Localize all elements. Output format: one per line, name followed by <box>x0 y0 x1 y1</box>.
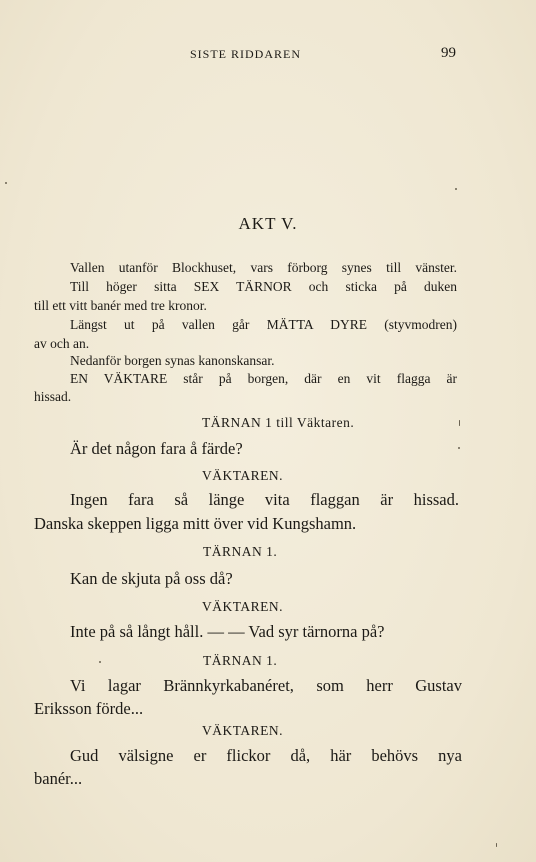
stage-line: Nedanför borgen synas kanonskansar. <box>70 353 275 368</box>
dialogue-line: Vi lagar Brännkyrkabanéret, som herr Gustav <box>70 676 462 695</box>
speaker-name: VÄKTAREN. <box>202 723 284 738</box>
dialogue-line: Eriksson förde... <box>34 699 144 718</box>
paper-speck <box>455 188 457 190</box>
speaker-name: TÄRNAN 1. <box>203 544 278 559</box>
speaker-name: TÄRNAN 1. <box>203 653 278 668</box>
paper-speck <box>496 843 497 847</box>
stage-line: hissad. <box>34 389 72 404</box>
running-title: SISTE RIDDAREN <box>190 47 302 61</box>
stage-line: Längst ut på vallen går MÄTTA DYRE (styvmodren) <box>70 317 457 332</box>
page-number: 99 <box>441 45 456 61</box>
dialogue-line: Kan de skjuta på oss då? <box>70 569 233 588</box>
dialogue-line: Gud välsigne er flickor då, här behövs nya <box>70 746 462 765</box>
act-title: AKT V. <box>238 214 298 233</box>
paper-speck <box>459 420 460 426</box>
stage-line: Till höger sitta SEX TÄRNOR och sticka på duken <box>70 279 457 294</box>
dialogue-line: Är det någon fara å färde? <box>70 439 243 458</box>
speaker-name: TÄRNAN 1 till Väktaren. <box>202 415 355 430</box>
stage-line: EN VÄKTARE står på borgen, där en vit flagga är <box>70 371 457 386</box>
speaker-name: VÄKTAREN. <box>202 468 284 483</box>
speaker-name: VÄKTAREN. <box>202 599 284 614</box>
paper-speck <box>458 447 460 449</box>
dialogue-line: Danska skeppen ligga mitt över vid Kungshamn. <box>34 514 357 533</box>
paper-speck <box>99 661 101 663</box>
stage-line: Vallen utanför Blockhuset, vars förborg synes till vänster. <box>70 260 457 275</box>
paper-speck <box>5 182 7 184</box>
dialogue-line: Inte på så långt håll. — — Vad syr tärnorna på? <box>70 622 385 641</box>
dialogue-line: banér... <box>34 769 83 788</box>
dialogue-line: Ingen fara så länge vita flaggan är hissad. <box>70 490 459 509</box>
stage-line: av och an. <box>34 336 90 351</box>
stage-line: till ett vitt banér med tre kronor. <box>34 298 207 313</box>
